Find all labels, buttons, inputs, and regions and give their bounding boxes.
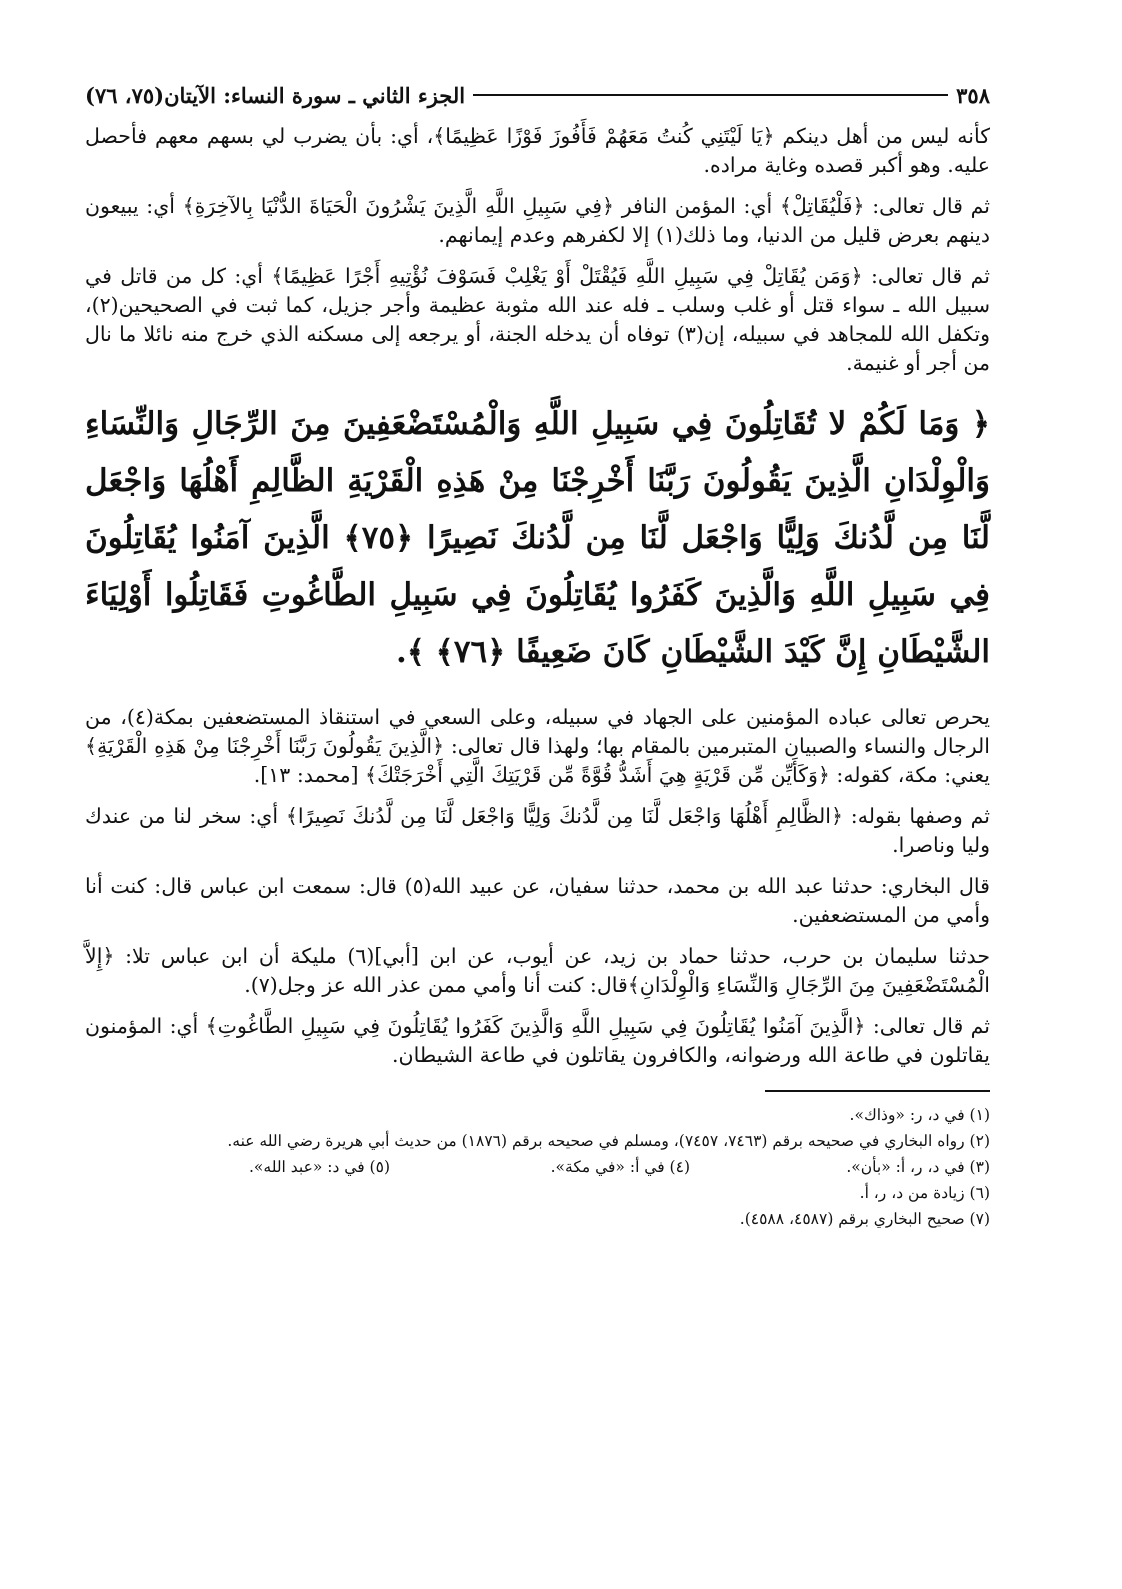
paragraph: حدثنا سليمان بن حرب، حدثنا حماد بن زيد، عن أيوب، عن ابن [أبي](٦) مليكة أن ابن عباس تلا: ﴿إِلاَّ الْمُسْتَضْعَفِينَ مِنَ الرِّجَالِ وَالنِّسَاءِ وَالْوِلْدَانِ﴾قال: كنت أنا وأمي ممن عذر الله عز وجل(٧).: [85, 944, 990, 997]
footnote: (٢) رواه البخاري في صحيحه برقم (٧٤٦٣، ٧٤٥٧)، ومسلم في صحيحه برقم (١٨٧٦) من حديث أبي هريرة رضي الله عنه.: [227, 1132, 990, 1150]
paragraph: ثم قال تعالى: ﴿الَّذِينَ آمَنُوا يُقَاتِلُونَ فِي سَبِيلِ اللَّهِ وَالَّذِينَ كَفَرُوا يُقَاتِلُونَ فِي سَبِيلِ الطَّاغُوتِ﴾ أي: المؤمنون يقاتلون في طاعة الله ورضوانه، والكافرون يقاتلون في طاعة الشيطان.: [85, 1014, 990, 1067]
paragraph: قال البخاري: حدثنا عبد الله بن محمد، حدثنا سفيان، عن عبيد الله(٥) قال: سمعت ابن عباس قال: كنت أنا وأمي من المستضعفين.: [85, 874, 990, 927]
book-page: [85, 78, 990, 1232]
footnote: (٦) زيادة من د، ر، أ.: [859, 1184, 990, 1202]
footnote: (١) في د، ر: «وذاك».: [849, 1106, 990, 1124]
paragraph: ثم قال تعالى: ﴿فَلْيُقَاتِلْ﴾ أي: المؤمن النافر ﴿فِي سَبِيلِ اللَّهِ الَّذِينَ يَشْرُونَ الْحَيَاةَ الدُّنْيَا بِالآخِرَةِ﴾ أي: يبيعون دينهم بعرض قليل من الدنيا، وما ذلك(١) إلا لكفرهم وعدم إيمانهم.: [85, 194, 990, 247]
paragraph: يحرص تعالى عباده المؤمنين على الجهاد في سبيله، وعلى السعي في استنقاذ المستضعفين بمكة(٤)، من الرجال والنساء والصبيان المتبرمين بالمقام بها؛ ولهذا قال تعالى: ﴿الَّذِينَ يَقُولُونَ رَبَّنَا أَخْرِجْنَا مِنْ هَذِهِ الْقَرْيَةِ﴾ يعني: مكة، كقوله: ﴿وَكَأَيِّن مِّن قَرْيَةٍ هِيَ أَشَدُّ قُوَّةً مِّن قَرْيَتِكَ الَّتِي أَخْرَجَتْكَ﴾ [محمد: ١٣].: [85, 705, 990, 787]
footnote: (٤) في أ: «في مكة».: [550, 1158, 690, 1176]
footnote: (٧) صحيح البخاري برقم (٤٥٨٧، ٤٥٨٨).: [739, 1210, 990, 1228]
running-title: الجزء الثاني ـ سورة النساء: الآيتان(٧٥، ٧٦): [85, 82, 466, 108]
paragraph: كأنه ليس من أهل دينكم ﴿يَا لَيْتَنِي كُنتُ مَعَهُمْ فَأَفُوزَ فَوْزًا عَظِيمًا﴾، أي: بأن يضرب لي بسهم معهم فأحصل عليه. وهو أكبر قصده وغاية مراده.: [85, 124, 990, 177]
paragraph: ثم قال تعالى: ﴿وَمَن يُقَاتِلْ فِي سَبِيلِ اللَّهِ فَيُقْتَلْ أَوْ يَغْلِبْ فَسَوْفَ نُؤْتِيهِ أَجْرًا عَظِيمًا﴾ أي: كل من قاتل في سبيل الله ـ سواء قتل أو غلب وسلب ـ فله عند الله مثوبة عظيمة وأجر جزيل، كما ثبت في الصحيحين(٢)، وتكفل الله للمجاهد في سبيله، إن(٣) توفاه أن يدخله الجنة، أو يرجعه إلى مسكنه الذي خرج منه نائلا ما نال من أجر أو غنيمة.: [85, 264, 990, 375]
footnote: (٥) في د: «عبد الله».: [248, 1158, 390, 1176]
footnote-row: [85, 1154, 990, 1180]
page-header: [85, 78, 990, 112]
footnote: (٣) في د، ر، أ: «بأن».: [846, 1158, 990, 1176]
quran-verse-block: ﴿ وَمَا لَكُمْ لا تُقَاتِلُونَ فِي سَبِيلِ اللَّهِ وَالْمُسْتَضْعَفِينَ مِنَ الرِّجَالِ وَالنِّسَاءِ وَالْوِلْدَانِ الَّذِينَ يَقُولُونَ رَبَّنَا أَخْرِجْنَا مِنْ هَذِهِ الْقَرْيَةِ الظَّالِمِ أَهْلُهَا وَاجْعَل لَّنَا مِن لَّدُنكَ وَلِيًّا وَاجْعَل لَّنَا مِن لَّدُنكَ نَصِيرًا ﴿٧٥﴾ الَّذِينَ آمَنُوا يُقَاتِلُونَ فِي سَبِيلِ اللَّهِ وَالَّذِينَ كَفَرُوا يُقَاتِلُونَ فِي سَبِيلِ الطَّاغُوتِ فَقَاتِلُوا أَوْلِيَاءَ الشَّيْطَانِ إِنَّ كَيْدَ الشَّيْطَانِ كَانَ ضَعِيفًا ﴿٧٦﴾ ﴾.: [85, 406, 990, 670]
page-number: ٣٥٨: [956, 82, 990, 108]
footnotes-rule: [765, 1090, 990, 1092]
header-rule: [473, 94, 948, 96]
paragraph: ثم وصفها بقوله: ﴿الظَّالِمِ أَهْلُهَا وَاجْعَل لَّنَا مِن لَّدُنكَ وَلِيًّا وَاجْعَل لَّنَا مِن لَّدُنكَ نَصِيرًا﴾ أي: سخر لنا من عندك وليا وناصرا.: [85, 804, 990, 857]
